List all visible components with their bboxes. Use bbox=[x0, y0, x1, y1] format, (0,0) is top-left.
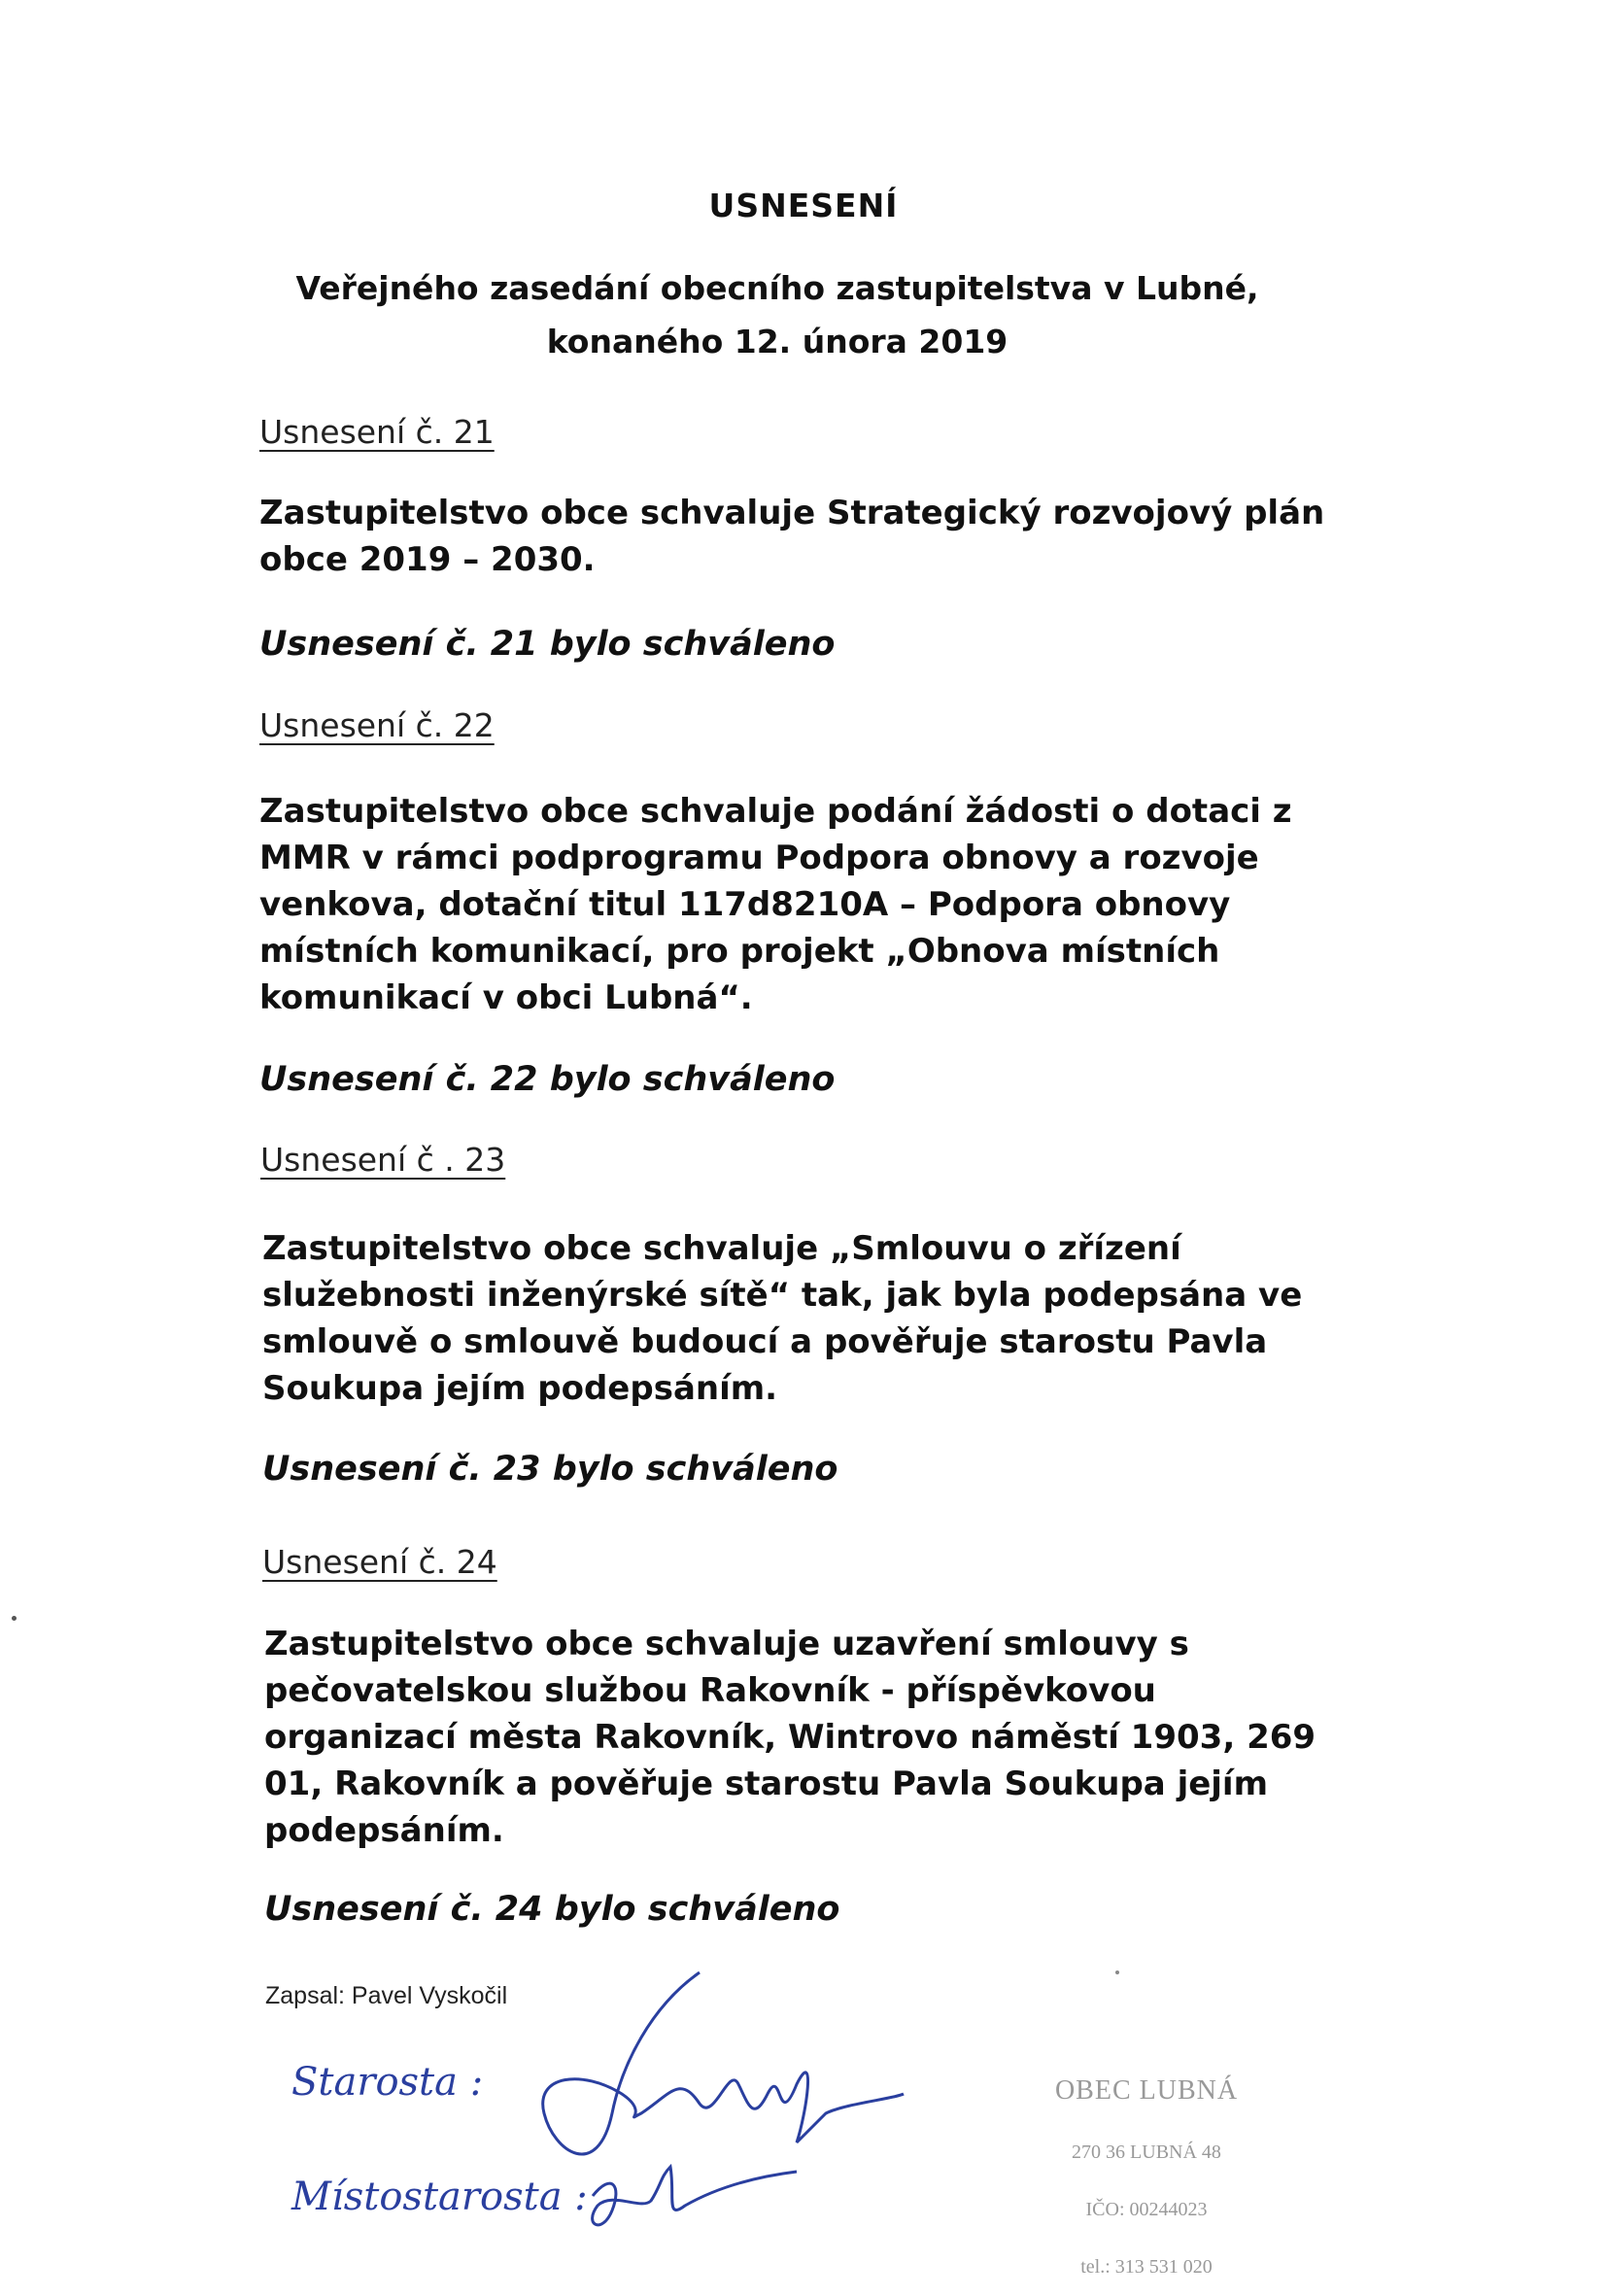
resolution-21-heading: Usnesení č. 21 bbox=[259, 413, 495, 451]
document-title: USNESENÍ bbox=[708, 187, 899, 224]
document-subtitle-line2: konaného 12. února 2019 bbox=[546, 323, 1009, 360]
resolution-24-heading: Usnesení č. 24 bbox=[262, 1543, 497, 1581]
resolution-24-result: Usnesení č. 24 bylo schváleno bbox=[264, 1890, 840, 1929]
stamp-ico: IČO: 00244023 bbox=[1085, 2199, 1208, 2220]
stamp-name: OBEC LUBNÁ bbox=[1054, 2075, 1239, 2106]
handwritten-starosta-label: Starosta : bbox=[291, 2060, 484, 2105]
resolution-22-result: Usnesení č. 22 bylo schváleno bbox=[259, 1060, 836, 1099]
stamp-address: 270 36 LUBNÁ 48 bbox=[1072, 2142, 1221, 2163]
resolution-21-result: Usnesení č. 21 bylo schváleno bbox=[259, 625, 836, 664]
signature-drawing bbox=[505, 1968, 913, 2259]
resolution-24-text: Zastupitelstvo obce schvaluje uzavření smlouvy s pečovatelskou službou Rakovník - příspěvkovou organizací města Rakovník, Wintrovo náměstí 1903, 269 01, Rakovník a pověřuje starostu Pavla Soukupa jejím podepsáním. bbox=[264, 1625, 1316, 1850]
resolution-22-heading: Usnesení č. 22 bbox=[259, 706, 495, 744]
resolution-23-text: Zastupitelstvo obce schvaluje „Smlouvu o zřízení služebnosti inženýrské sítě“ tak, jak byla podepsána ve smlouvě o smlouvě budoucí a pověřuje starostu Pavla Soukupa jejím podepsáním. bbox=[262, 1229, 1303, 1408]
resolution-21-text: Zastupitelstvo obce schvaluje Strategický rozvojový plán obce 2019 – 2030. bbox=[259, 494, 1325, 579]
document-subtitle-line1: Veřejného zasedání obecního zastupitelstva v Lubné, bbox=[295, 269, 1259, 307]
scan-speck bbox=[12, 1616, 17, 1621]
resolution-22-text: Zastupitelstvo obce schvaluje podání žádosti o dotaci z MMR v rámci podprogramu Podpora obnovy a rozvoje venkova, dotační titul 117d8210A – Podpora obnovy místních komunikací, pro projekt „Obnova místních komunikací v obci Lubná“. bbox=[259, 792, 1292, 1017]
resolution-23-heading: Usnesení č . 23 bbox=[260, 1141, 506, 1179]
resolution-23-result: Usnesení č. 23 bylo schváleno bbox=[262, 1450, 838, 1489]
zapsal-text: Zapsal: Pavel Vyskočil bbox=[265, 1982, 508, 2009]
official-stamp bbox=[1030, 2040, 1263, 2296]
handwritten-mistostarosta-label: Místostarosta : bbox=[291, 2175, 588, 2219]
stamp-tel: tel.: 313 531 020 bbox=[1080, 2256, 1213, 2278]
scan-speck bbox=[1115, 1970, 1119, 1974]
